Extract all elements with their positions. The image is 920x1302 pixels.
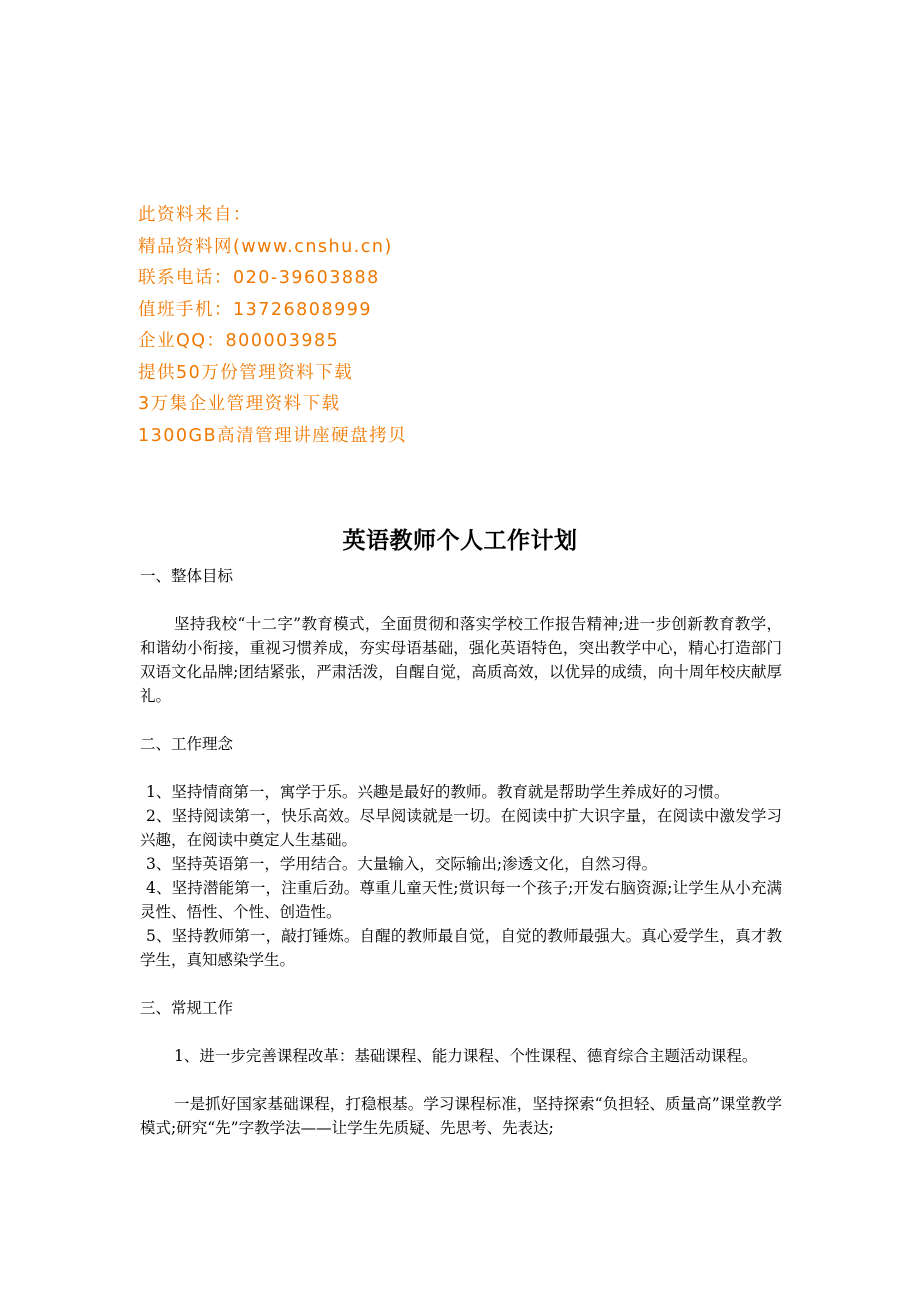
promo-line-offer-2: 3万集企业管理资料下载 — [138, 394, 341, 414]
promo-line-source: 此资料来自： — [138, 205, 252, 225]
routine-item-curriculum: 1、进一步完善课程改革：基础课程、能力课程、个性课程、德育综合主题活动课程。 — [174, 1047, 758, 1065]
philosophy-item: 3、坚持英语第一，学用结合。大量输入，交际输出;渗透文化，自然习得。 — [146, 855, 658, 873]
document-body — [140, 564, 782, 1140]
promo-block — [138, 200, 838, 452]
philosophy-item: 5、坚持教师第一，敲打锤炼。自醒的教师最自觉，自觉的教师最强大。真心爱学生，真才教学生，真知感染学生。 — [140, 927, 782, 969]
section-heading-goals: 一、整体目标 — [140, 567, 234, 585]
document-title: 英语教师个人工作计划 — [342, 527, 578, 554]
philosophy-item: 4、坚持潜能第一，注重后劲。尊重儿童天性;赏识每一个孩子;开发右脑资源;让学生从小充满灵性、悟性、个性、创造性。 — [140, 879, 782, 921]
promo-line-phone: 联系电话：020-39603888 — [138, 268, 380, 288]
promo-line-website: 精品资料网(www.cnshu.cn) — [138, 236, 393, 257]
section-heading-routine: 三、常规工作 — [140, 999, 234, 1017]
section-heading-philosophy: 二、工作理念 — [140, 735, 234, 753]
section-paragraph-goals: 坚持我校“十二字”教育模式，全面贯彻和落实学校工作报告精神;进一步创新教育教学，和谐幼小衔接，重视习惯养成，夯实母语基础，强化英语特色，突出教学中心，精心打造部门双语文化品牌;团结紧张，严肃活泼，自醒自觉，高质高效，以优异的成绩，向十周年校庆献厚礼。 — [140, 615, 782, 705]
promo-line-offer-1: 提供50万份管理资料下载 — [138, 362, 354, 383]
promo-line-mobile: 值班手机：13726808999 — [138, 299, 372, 320]
promo-line-qq: 企业QQ：800003985 — [138, 331, 340, 351]
philosophy-item: 2、坚持阅读第一，快乐高效。尽早阅读就是一切。在阅读中扩大识字量，在阅读中激发学习兴趣，在阅读中奠定人生基础。 — [140, 807, 782, 849]
routine-item-basics: 一是抓好国家基础课程，打稳根基。学习课程标准，坚持探索“负担轻、质量高”课堂教学模式;研究“先”字教学法——让学生先质疑、先思考、先表达; — [140, 1095, 782, 1137]
philosophy-item: 1、坚持情商第一，寓学于乐。兴趣是最好的教师。教育就是帮助学生养成好的习惯。 — [146, 783, 730, 801]
promo-line-offer-3: 1300GB高清管理讲座硬盘拷贝 — [138, 425, 408, 446]
